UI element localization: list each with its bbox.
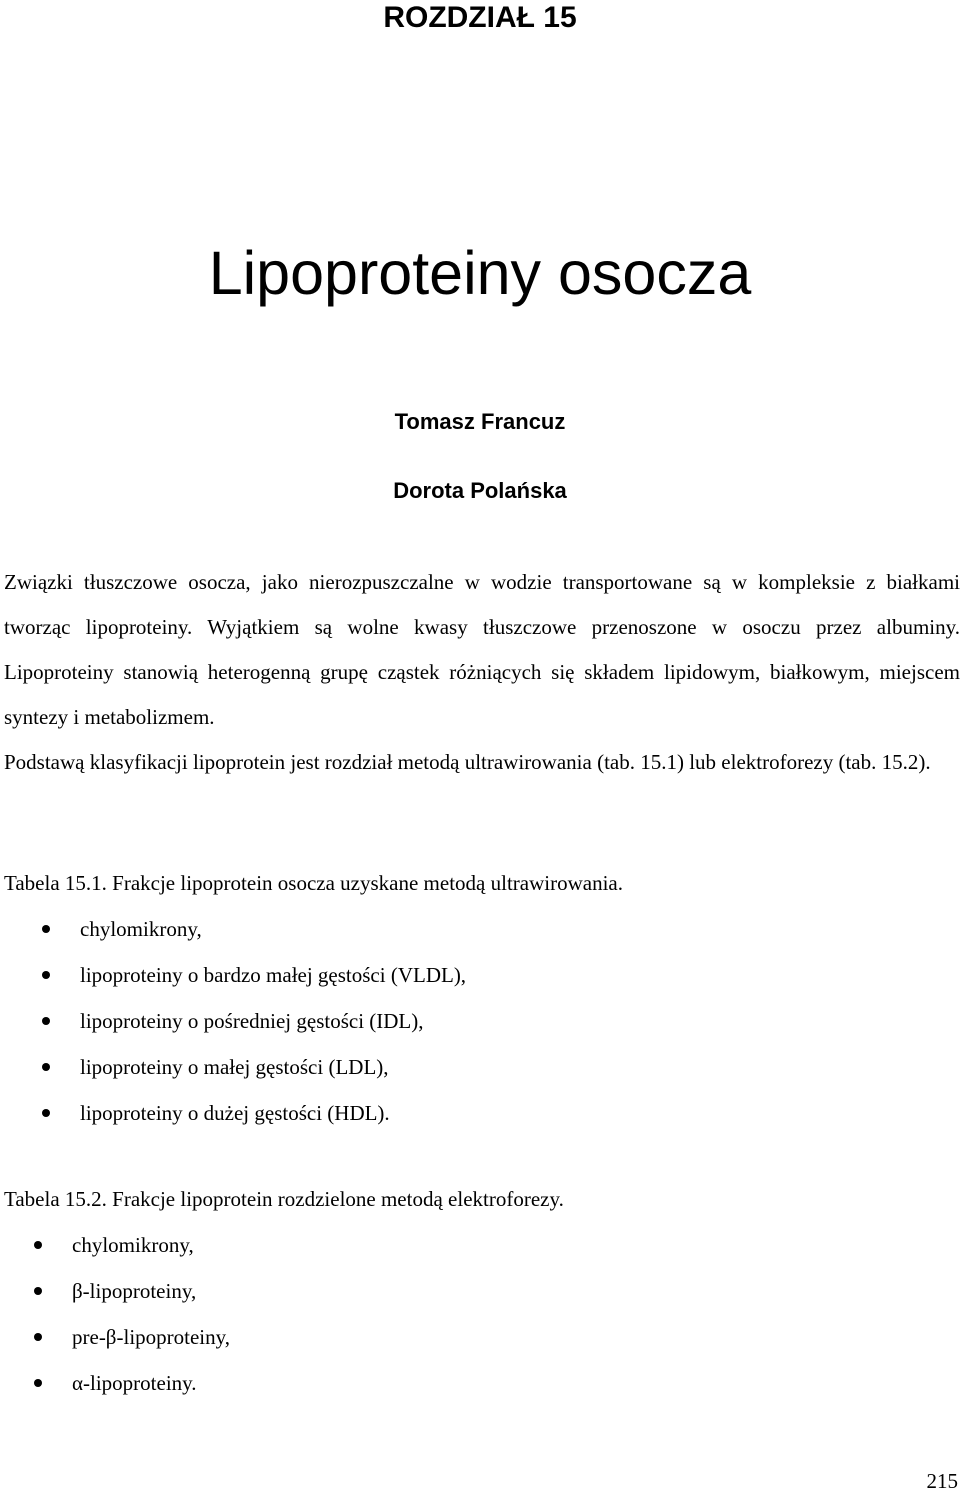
ultracentrifugation-fraction-list [80, 914, 466, 1144]
bullet-icon [42, 925, 50, 933]
page-title: Lipoproteiny osocza [208, 239, 752, 307]
list-item-text: β-lipoproteiny, [72, 1279, 197, 1303]
paragraph-intro: Związki tłuszczowe osocza, jako nierozpuszczalne w wodzie transportowane są w kompleksie z białkami tworząc lipoproteiny. Wyjątkiem są wolne kwasy tłuszczowe przenoszone w osoczu przez albuminy. Lipoproteiny stanowią heterogenną grupę cząstek różniących się składem lipidowym, białkowym, miejscem syntezy i metabolizmem. [4, 570, 960, 729]
list-item-text: pre-β-lipoproteiny, [72, 1325, 231, 1349]
bullet-icon [42, 1063, 50, 1071]
list-item-text: chylomikrony, [80, 917, 202, 941]
table-caption-15-1: Tabela 15.1. Frakcje lipoprotein osocza uzyskane metodą ultrawirowania. [4, 871, 623, 895]
page-number: 215 [926, 1469, 958, 1493]
list-item [72, 1322, 230, 1368]
bullet-icon [34, 1241, 42, 1249]
author-name: Tomasz Francuz [394, 409, 566, 434]
electrophoresis-fraction-list [72, 1230, 230, 1414]
bullet-icon [34, 1379, 42, 1387]
list-item [80, 914, 466, 960]
list-item [72, 1276, 230, 1322]
paragraph-classification: Podstawą klasyfikacji lipoprotein jest rozdział metodą ultrawirowania (tab. 15.1) lub elektroforezy (tab. 15.2). [4, 750, 931, 774]
bullet-icon [42, 971, 50, 979]
bullet-icon [34, 1287, 42, 1295]
author-name: Dorota Polańska [393, 478, 567, 503]
list-item [80, 1052, 466, 1098]
list-item [80, 960, 466, 1006]
list-item-text: lipoproteiny o bardzo małej gęstości (VLDL), [80, 963, 467, 987]
list-item [72, 1230, 230, 1276]
list-item-text: lipoproteiny o dużej gęstości (HDL). [80, 1101, 390, 1125]
bullet-icon [34, 1333, 42, 1341]
body-text [4, 560, 960, 785]
list-item [80, 1006, 466, 1052]
list-item-text: lipoproteiny o małej gęstości (LDL), [80, 1055, 389, 1079]
bullet-icon [42, 1109, 50, 1117]
chapter-label: ROZDZIAŁ 15 [383, 1, 577, 34]
list-item [80, 1098, 466, 1144]
list-item-text: α-lipoproteiny. [72, 1371, 197, 1395]
bullet-icon [42, 1017, 50, 1025]
list-item-text: lipoproteiny o pośredniej gęstości (IDL), [80, 1009, 424, 1033]
table-caption-15-2: Tabela 15.2. Frakcje lipoprotein rozdzielone metodą elektroforezy. [4, 1187, 564, 1211]
list-item-text: chylomikrony, [72, 1233, 194, 1257]
list-item [72, 1368, 230, 1414]
